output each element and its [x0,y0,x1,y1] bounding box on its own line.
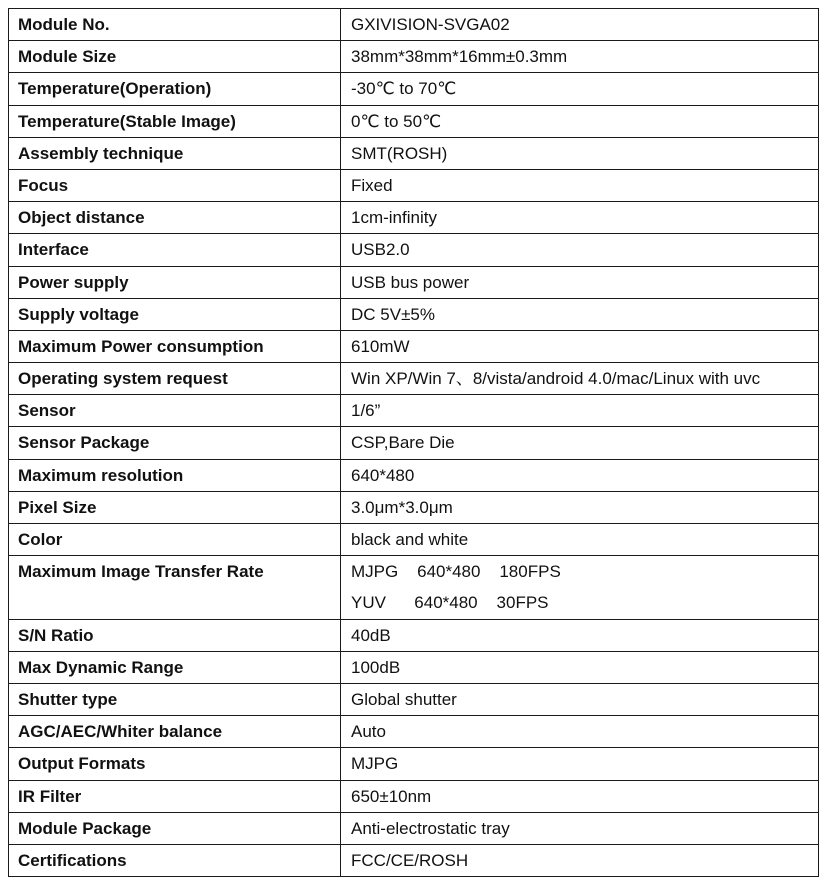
row-label-output-formats: Output Formats [9,748,341,780]
row-value-color: black and white [341,524,819,556]
row-value-temperature-stable-image: 0℃ to 50℃ [341,105,819,137]
table-row [9,812,819,844]
row-label-pixel-size: Pixel Size [9,491,341,523]
row-value-sensor-package: CSP,Bare Die [341,427,819,459]
table-row [9,169,819,201]
table-row [9,41,819,73]
table-row [9,651,819,683]
table-row [9,556,819,619]
row-value-focus: Fixed [341,169,819,201]
row-label-agc-aec-whiter-balance: AGC/AEC/Whiter balance [9,716,341,748]
row-value-supply-voltage: DC 5V±5% [341,298,819,330]
row-value-assembly-technique: SMT(ROSH) [341,137,819,169]
table-row [9,202,819,234]
table-row [9,234,819,266]
table-row [9,363,819,395]
table-row [9,427,819,459]
row-value-max-dynamic-range: 100dB [341,651,819,683]
table-row [9,105,819,137]
row-value-certifications: FCC/CE/ROSH [341,844,819,876]
row-label-operating-system-request: Operating system request [9,363,341,395]
row-value-sn-ratio: 40dB [341,619,819,651]
row-value-sensor: 1/6” [341,395,819,427]
row-value-power-supply: USB bus power [341,266,819,298]
table-row [9,137,819,169]
row-label-max-dynamic-range: Max Dynamic Range [9,651,341,683]
row-label-module-no: Module No. [9,9,341,41]
row-value-maximum-image-transfer-rate [341,556,819,619]
row-label-certifications: Certifications [9,844,341,876]
table-row [9,266,819,298]
table-row [9,491,819,523]
row-label-interface: Interface [9,234,341,266]
row-label-power-supply: Power supply [9,266,341,298]
table-row [9,524,819,556]
table-row [9,780,819,812]
row-value-ir-filter: 650±10nm [341,780,819,812]
row-value-module-package: Anti-electrostatic tray [341,812,819,844]
table-row [9,683,819,715]
row-value-shutter-type: Global shutter [341,683,819,715]
row-value-module-no: GXIVISION-SVGA02 [341,9,819,41]
row-label-sensor: Sensor [9,395,341,427]
row-label-sensor-package: Sensor Package [9,427,341,459]
row-label-temperature-operation: Temperature(Operation) [9,73,341,105]
row-label-module-size: Module Size [9,41,341,73]
row-label-focus: Focus [9,169,341,201]
table-row [9,330,819,362]
row-value-maximum-resolution: 640*480 [341,459,819,491]
row-value-maximum-power-consumption: 610mW [341,330,819,362]
row-label-maximum-resolution: Maximum resolution [9,459,341,491]
row-label-assembly-technique: Assembly technique [9,137,341,169]
table-row [9,619,819,651]
row-label-maximum-power-consumption: Maximum Power consumption [9,330,341,362]
table-row [9,459,819,491]
row-value-module-size: 38mm*38mm*16mm±0.3mm [341,41,819,73]
transfer-rate-yuv: YUV 640*480 30FPS [351,593,549,613]
row-value-object-distance: 1cm-infinity [341,202,819,234]
transfer-rate-mjpg: MJPG 640*480 180FPS [351,562,561,582]
row-label-module-package: Module Package [9,812,341,844]
table-row [9,748,819,780]
row-label-sn-ratio: S/N Ratio [9,619,341,651]
table-row [9,844,819,876]
row-label-ir-filter: IR Filter [9,780,341,812]
row-value-output-formats: MJPG [341,748,819,780]
table-row [9,73,819,105]
table-row [9,298,819,330]
row-value-temperature-operation: -30℃ to 70℃ [341,73,819,105]
row-label-object-distance: Object distance [9,202,341,234]
row-label-color: Color [9,524,341,556]
row-value-pixel-size: 3.0μm*3.0μm [341,491,819,523]
table-row [9,716,819,748]
row-value-operating-system-request: Win XP/Win 7、8/vista/android 4.0/mac/Linux with uvc [341,363,819,395]
row-value-interface: USB2.0 [341,234,819,266]
row-label-shutter-type: Shutter type [9,683,341,715]
row-label-maximum-image-transfer-rate: Maximum Image Transfer Rate [9,556,341,619]
table-row [9,395,819,427]
spec-table [8,8,819,877]
table-row [9,9,819,41]
row-value-agc-aec-whiter-balance: Auto [341,716,819,748]
row-label-temperature-stable-image: Temperature(Stable Image) [9,105,341,137]
row-label-supply-voltage: Supply voltage [9,298,341,330]
